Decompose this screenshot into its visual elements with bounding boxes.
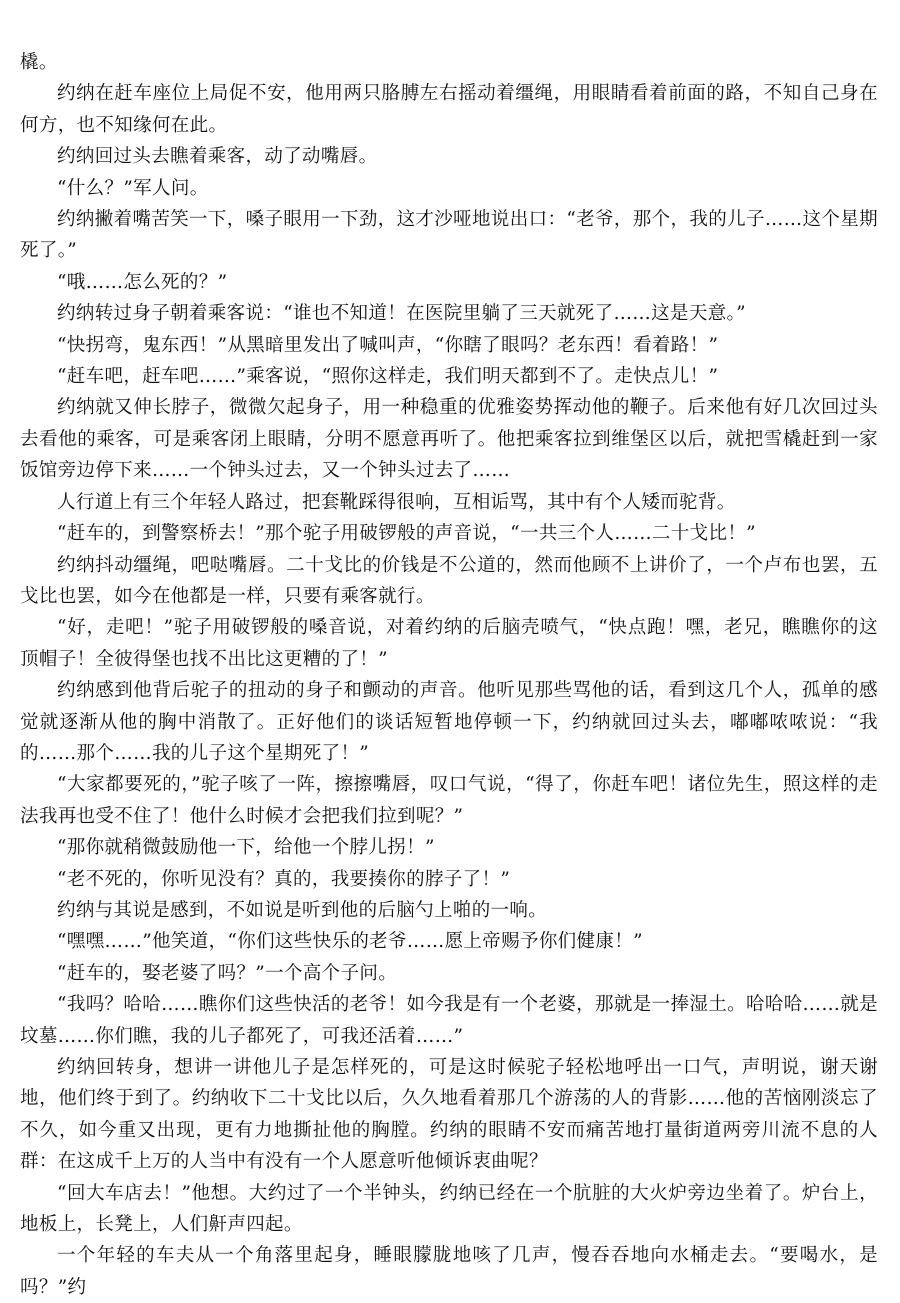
paragraph: 约纳回转身，想讲一讲他儿子是怎样死的，可是这时候驼子轻松地呼出一口气，声明说，谢天谢地，他们终于到了。约纳收下二十戈比以后，久久地看着那几个游荡的人的背影……他的苦恼刚淡忘了不久，如今重又出现，更有力地撕扯他的胸膛。约纳的眼睛不安而痛苦地打量街道两旁川流不息的人群：在这成千上万的人当中有没有一个人愿意听他倾诉衷曲呢？ (20, 1057, 878, 1173)
paragraph: 约纳转过身子朝着乘客说：“谁也不知道！在医院里躺了三天就死了……这是天意。” (57, 303, 746, 325)
paragraph: “我吗？哈哈……瞧你们这些快活的老爷！如今我是有一个老婆，那就是一捧湿土。哈哈哈……就是坟墓……你们瞧，我的儿子都死了，可我还活着……” (20, 994, 878, 1047)
paragraph: “回大车店去！”他想。大约过了一个半钟头，约纳已经在一个肮脏的大火炉旁边坐着了。炉台上，地板上，长凳上，人们鼾声四起。 (20, 1182, 878, 1236)
paragraph: 约纳就又伸长脖子，微微欠起身子，用一种稳重的优雅姿势挥动他的鞭子。后来他有好几次回过头去看他的乘客，可是乘客闭上眼睛，分明不愿意再听了。他把乘客拉到维堡区以后，就把雪橇赶到一家饭馆旁边停下来……一个钟头过去，又一个钟头过去了…… (20, 397, 878, 482)
paragraph: 约纳回过头去瞧着乘客，动了动嘴唇。 (57, 146, 378, 168)
paragraph: “赶车的，娶老婆了吗？”一个高个子问。 (57, 962, 398, 984)
paragraph: “哦……怎么死的？” (57, 271, 228, 293)
paragraph: 人行道上有三个年轻人路过，把套靴踩得很响，互相诟骂，其中有个人矮而驼背。 (57, 491, 736, 513)
paragraph: 约纳抖动缰绳，吧哒嘴唇。二十戈比的价钱是不公道的，然而他顾不上讲价了，一个卢布也罢，五戈比也罢，如今在他都是一样，只要有乘客就行。 (20, 554, 878, 607)
paragraph: “赶车的，到警察桥去！”那个驼子用破锣般的声音说，“一共三个人……二十戈比！” (57, 523, 756, 545)
paragraph: “老不死的，你听见没有？真的，我要揍你的脖子了！” (57, 868, 511, 890)
paragraph: “大家都要死的，”驼子咳了一阵，擦擦嘴唇，叹口气说，“得了，你赶车吧！诸位先生，照这样的走法我再也受不住了！他什么时候才会把我们拉到呢？” (20, 774, 878, 827)
paragraph: “快拐弯，鬼东西！”从黑暗里发出了喊叫声，“你瞎了眼吗？老东西！看着路！” (57, 334, 719, 356)
paragraph: “嘿嘿……”他笑道，“你们这些快乐的老爷……愿上帝赐予你们健康！” (57, 931, 643, 953)
paragraph: 约纳感到他背后驼子的扭动的身子和颤动的声音。他听见那些骂他的话，看到这几个人，孤单的感觉就逐渐从他的胸中消散了。正好他们的谈话短暂地停顿一下，约纳就回过头去，嘟嘟哝哝说：“我的……那个……我的儿子这个星期死了！” (20, 680, 878, 764)
paragraph: 约纳与其说是感到，不如说是听到他的后脑勺上啪的一响。 (57, 899, 548, 921)
paragraph: 一个年轻的车夫从一个角落里起身，睡眼朦胧地咳了几声，慢吞吞地向水桶走去。“要喝水，是吗？”约 (20, 1245, 878, 1298)
paragraph: “那你就稍微鼓励他一下，给他一个脖儿拐！” (57, 837, 435, 859)
paragraph: 约纳撇着嘴苦笑一下，嗓子眼用一下劲，这才沙哑地说出口：“老爷，那个，我的儿子……这个星期死了。” (20, 209, 878, 262)
paragraph: 约纳在赶车座位上局促不安，他用两只胳膊左右摇动着缰绳，用眼睛看着前面的路，不知自己身在何方，也不知缘何在此。 (20, 83, 878, 136)
paragraph: “什么？”军人问。 (57, 177, 209, 199)
paragraph: “好，走吧！”驼子用破锣般的嗓音说，对着约纳的后脑壳喷气，“快点跑！嘿，老兄，瞧瞧你的这顶帽子！全彼得堡也找不出比这更糟的了！” (20, 617, 878, 670)
paragraph-continuation: 橇。 (20, 52, 58, 73)
paragraph: “赶车吧，赶车吧……”乘客说，“照你这样走，我们明天都到不了。走快点儿！” (57, 366, 719, 388)
